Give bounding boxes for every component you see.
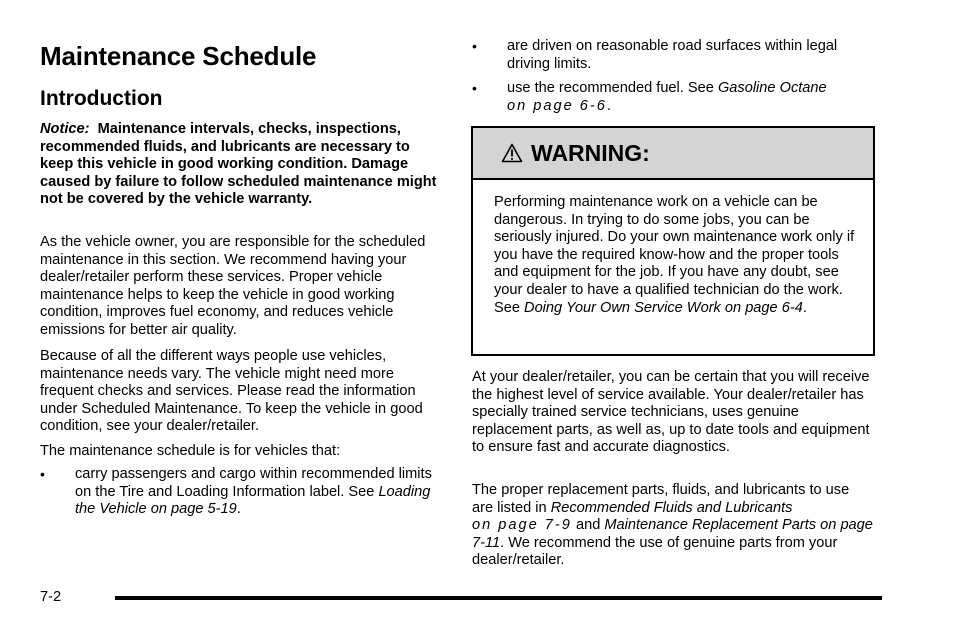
cross-reference-page[interactable]: on page 6-6	[507, 97, 607, 114]
paragraph-schedule-for: The maintenance schedule is for vehicles that:	[40, 443, 341, 459]
cross-reference-link[interactable]: Maintenance Replacement Parts on page 7-11	[472, 517, 873, 551]
cross-reference-link[interactable]: Recommended Fluids and Lubricants	[550, 499, 793, 516]
paragraph-replacement-parts: The proper replacement parts, fluids, and lubricants to use are listed in Recommended Fluids and Lubricants on page 7-9 and Maintenance Replacement Parts on page 7-11. We recommend the use of genuine parts from your dealer/retailer.	[472, 482, 873, 569]
bullet-text: carry passengers and cargo within recommended limits on the Tire and Loading Information label. See	[75, 466, 432, 500]
paragraph-owner-responsibility: As the vehicle owner, you are responsible for the scheduled maintenance in this section. We recommend having your dealer/retailer perform these services. Proper vehicle maintenance helps to keep the vehicle in good working condition, improves fuel economy, and reduces vehicle emissions for better air quality.	[40, 234, 426, 338]
cross-reference-link[interactable]: Loading the Vehicle on page 5-19	[75, 483, 431, 518]
paragraph-maintenance-needs: Because of all the different ways people use vehicles, maintenance needs vary. The vehicle might need more frequent checks and services. Please read the information under Scheduled Maintenance. To keep the vehicle in good condition, see your dealer/retailer.	[40, 348, 423, 435]
bullet-icon: •	[472, 80, 477, 96]
notice-label: Notice:	[40, 121, 90, 137]
cross-reference-link[interactable]: Gasoline Octane	[717, 80, 827, 96]
cross-reference-page[interactable]: on page 7-9	[472, 517, 572, 534]
notice-paragraph	[40, 121, 442, 209]
bullet-icon: •	[40, 466, 45, 482]
page-title: Maintenance Schedule	[40, 41, 317, 71]
cross-reference-link[interactable]: Doing Your Own Service Work on page 6-4	[524, 299, 803, 316]
warning-text: Performing maintenance work on a vehicle can be dangerous. In trying to do some jobs, you can be seriously injured. Do your own maintenance work only if you have the required know-how and the proper tools and equipment for the job. If you have any doubt, see your dealer to have a qualified technician do the work. See Doing Your Own Service Work on page 6-4.	[494, 194, 855, 316]
warning-header	[473, 128, 873, 180]
notice-text: Maintenance intervals, checks, inspections, recommended fluids, and lubricants are necessary to keep this vehicle in good working condition. Damage caused by failure to follow scheduled maintenance might not be covered by the vehicle warranty.	[40, 121, 437, 208]
bullet-icon: •	[472, 38, 477, 54]
warning-box	[471, 126, 875, 356]
footer-rule	[115, 596, 882, 600]
paragraph-dealer-service: At your dealer/retailer, you can be certain that you will receive the highest level of service available. Your dealer/retailer has specially trained service technicians, uses genuine replacement parts, as well as, up to date tools and equipment to ensure fast and accurate diagnostics.	[472, 369, 870, 456]
page-number: 7-2	[40, 589, 62, 605]
warning-title: WARNING:	[531, 139, 650, 166]
section-heading: Introduction	[40, 87, 163, 110]
warning-triangle-icon	[501, 143, 523, 163]
bullet-text: use the recommended fuel. See	[507, 80, 718, 96]
bullet-text: are driven on reasonable road surfaces within legal driving limits.	[507, 38, 838, 72]
